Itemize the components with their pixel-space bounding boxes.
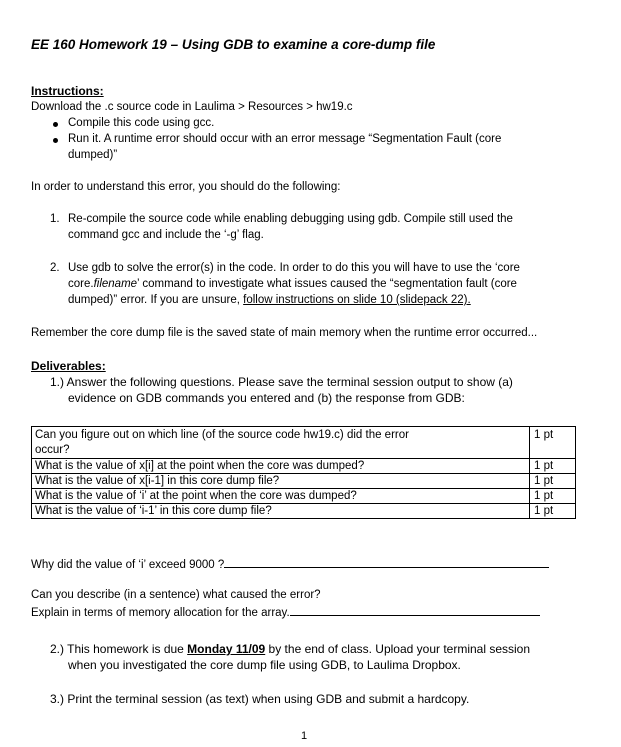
question-cell: What is the value of ‘i’ at the point when the core was dumped? (32, 489, 530, 504)
intro-text: In order to understand this error, you should do the following: (31, 181, 341, 193)
bullet-icon (53, 138, 58, 143)
deliverables-heading: Deliverables: (31, 359, 106, 373)
points-cell: 1 pt (530, 504, 576, 519)
describe-question: Can you describe (in a sentence) what caused the error? (31, 589, 321, 601)
item-2-line1: 2.) This homework is due Monday 11/09 by the end of class. Upload your terminal session (50, 642, 531, 656)
question-cell: What is the value of x[i] at the point when the core was dumped? (32, 459, 530, 474)
step-2-line3: dumped)” error. If you are unsure, follow instructions on slide 10 (slidepack 22). (68, 294, 471, 306)
questions-table (31, 426, 576, 519)
why-question: Why did the value of ‘i’ exceed 9000 ? (31, 555, 549, 573)
explain-question: Explain in terms of memory allocation for the array. (31, 603, 540, 621)
table-row (32, 474, 576, 489)
question-cell: What is the value of ‘i-1’ in this core dump file? (32, 504, 530, 519)
due-date: Monday 11/09 (187, 642, 266, 656)
step-1-line2: command gcc and include the ‘-g’ flag. (68, 229, 264, 241)
step-1-number: 1. (50, 213, 60, 225)
answer-blank[interactable] (290, 603, 540, 616)
item-3: 3.) Print the terminal session (as text) when using GDB and submit a hardcopy. (50, 692, 470, 706)
points-cell: 1 pt (530, 474, 576, 489)
bullet-run-line2: dumped)” (68, 149, 118, 161)
answer-blank[interactable] (224, 555, 549, 568)
table-row (32, 427, 576, 459)
points-cell: 1 pt (530, 459, 576, 474)
question-cell: Can you figure out on which line (of the source code hw19.c) did the error occur? (32, 427, 530, 459)
instructions-heading: Instructions: (31, 84, 104, 98)
points-cell: 1 pt (530, 427, 576, 459)
points-cell: 1 pt (530, 489, 576, 504)
bullet-run-line1: Run it. A runtime error should occur with an error message “Segmentation Fault (core (68, 133, 502, 145)
step-2-line1: Use gdb to solve the error(s) in the code. In order to do this you will have to use the ‘core (68, 262, 520, 274)
download-line: Download the .c source code in Laulima > Resources > hw19.c (31, 101, 353, 113)
bullet-icon (53, 122, 58, 127)
table-row (32, 489, 576, 504)
page-title: EE 160 Homework 19 – Using GDB to examine a core-dump file (31, 37, 436, 52)
page-number: 1 (301, 730, 308, 742)
table-row (32, 459, 576, 474)
step-2-line2: core.filename’ command to investigate what issues caused the “segmentation fault (core (68, 278, 517, 290)
item-2-line2: when you investigated the core dump file using GDB, to Laulima Dropbox. (68, 658, 461, 672)
table-row (32, 504, 576, 519)
question-cell: What is the value of x[i-1] in this core dump file? (32, 474, 530, 489)
step-2-number: 2. (50, 262, 60, 274)
bullet-compile: Compile this code using gcc. (68, 117, 215, 129)
remember-note: Remember the core dump file is the saved state of main memory when the runtime error occurred... (31, 327, 538, 339)
slide-instructions-link[interactable]: follow instructions on slide 10 (slidepack 22). (243, 294, 471, 306)
item-1-line2: evidence on GDB commands you entered and (b) the response from GDB: (68, 391, 465, 405)
step-1-line1: Re-compile the source code while enabling debugging using gdb. Compile still used the (68, 213, 513, 225)
item-1-line1: 1.) Answer the following questions. Please save the terminal session output to show (a) (50, 375, 513, 389)
